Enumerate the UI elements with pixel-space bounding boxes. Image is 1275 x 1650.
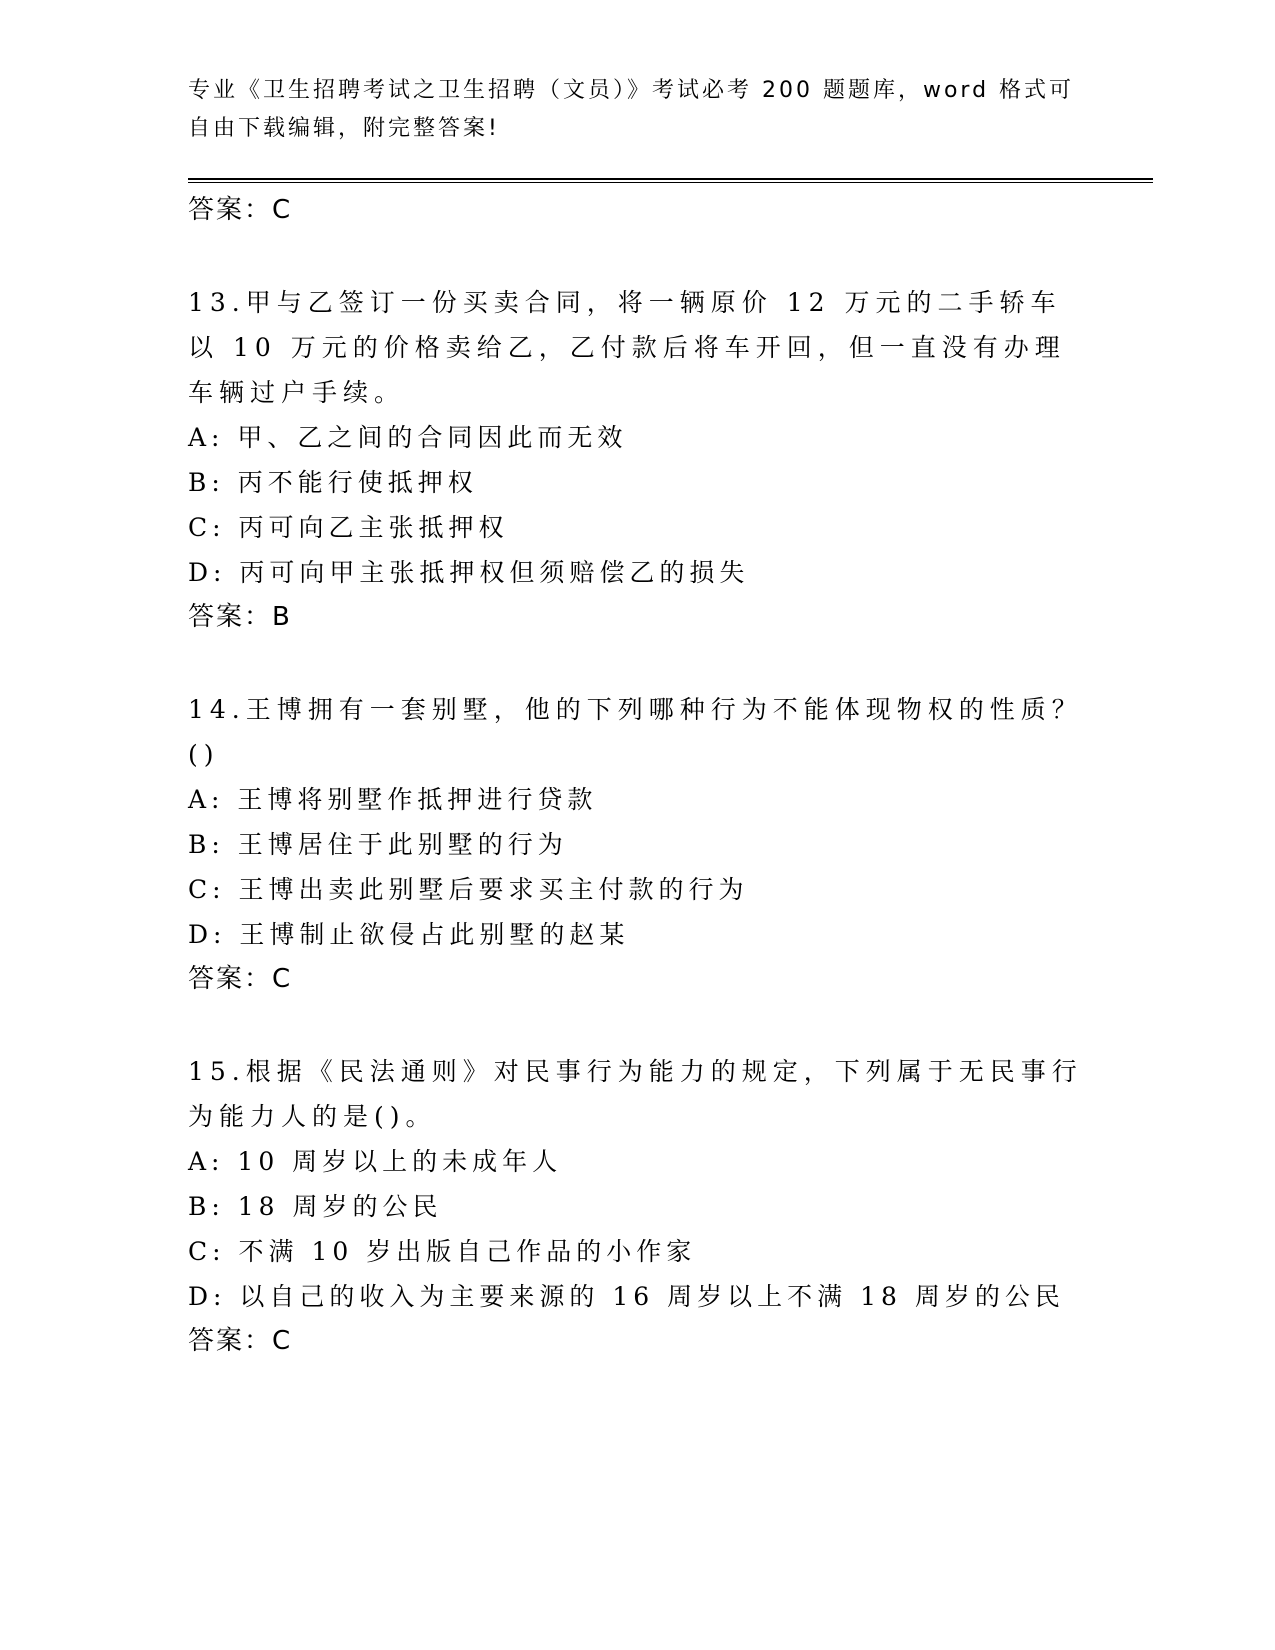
option-d: D: 以自己的收入为主要来源的 16 周岁以上不满 18 周岁的公民	[188, 1282, 1065, 1311]
answer-line: 答案：C	[188, 1326, 293, 1356]
option-c: C: 不满 10 岁出版自己作品的小作家	[188, 1237, 697, 1266]
option-d: D: 丙可向甲主张抵押权但须赔偿乙的损失	[188, 558, 750, 587]
option-b: B: 丙不能行使抵押权	[188, 468, 478, 497]
option-a: A: 王博将别墅作抵押进行贷款	[188, 785, 598, 814]
option-d: D: 王博制止欲侵占此别墅的赵某	[188, 920, 630, 949]
question-stem: 15.根据《民法通则》对民事行为能力的规定，下列属于无民事行为能力人的是()。	[188, 1057, 1083, 1131]
spacer	[188, 233, 1088, 280]
page-header: 专业《卫生招聘考试之卫生招聘（文员）》考试必考 200 题题库，word 格式可自由下载编辑，附完整答案!	[188, 78, 1075, 141]
spacer	[188, 640, 1088, 687]
answer-line: 答案：C	[188, 964, 293, 994]
header-divider	[188, 178, 1153, 183]
spacer	[188, 1002, 1088, 1049]
question-stem: 14.王博拥有一套别墅，他的下列哪种行为不能体现物权的性质？()	[188, 695, 1083, 769]
option-c: C: 王博出卖此别墅后要求买主付款的行为	[188, 875, 749, 904]
option-c: C: 丙可向乙主张抵押权	[188, 513, 509, 542]
option-a: A: 10 周岁以上的未成年人	[188, 1147, 563, 1176]
question-14	[188, 687, 1088, 1002]
question-stem: 13.甲与乙签订一份买卖合同，将一辆原价 12 万元的二手轿车以 10 万元的价格卖给乙，乙付款后将车开回，但一直没有办理车辆过户手续。	[188, 288, 1066, 407]
option-b: B: 18 周岁的公民	[188, 1192, 443, 1221]
answer-line-prev: 答案：C	[188, 195, 293, 225]
answer-line: 答案：B	[188, 602, 292, 632]
question-15	[188, 1049, 1088, 1364]
document-body	[188, 188, 1088, 1364]
question-13	[188, 280, 1088, 640]
option-a: A: 甲、乙之间的合同因此而无效	[188, 423, 628, 452]
option-b: B: 王博居住于此别墅的行为	[188, 830, 568, 859]
